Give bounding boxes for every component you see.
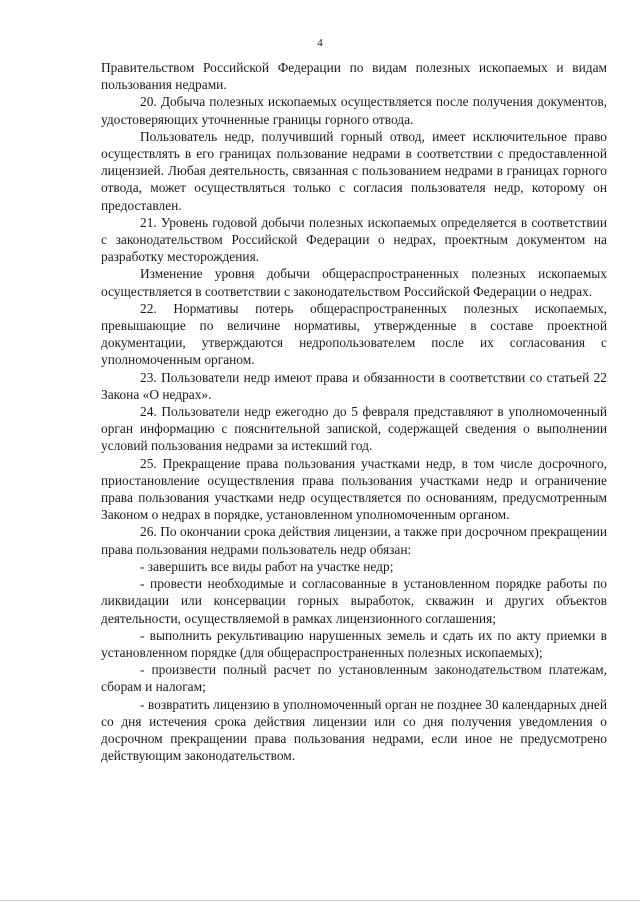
page-number: 4 [317,37,323,49]
list-item-land-reclamation: - выполнить рекультивацию нарушенных земель и сдать их по акту приемки в установленном порядке (для общераспространенных полезных ископаемых); [101,627,607,660]
paragraph-clause-20: 20. Добыча полезных ископаемых осуществляется после получения документов, удостоверяющих уточненные границы горного отвода. [101,94,607,127]
list-item-complete-works: - завершить все виды работ на участке недр; [140,558,394,574]
paragraph-continuation: Правительством Российской Федерации по видам полезных ископаемых и видам пользования недрами. [101,60,607,93]
document-body [101,59,607,764]
paragraph-clause-22: 22. Нормативы потерь общераспространенных полезных ископаемых, превышающие по величине нормативы, утвержденные в составе проектной документации, утверждаются недропользователем после их согласования с уполномоченным органом. [101,300,607,368]
paragraph-clause-21: 21. Уровень годовой добычи полезных ископаемых определяется в соответствии с законодательством Российской Федерации о недрах, проектным документом на разработку месторождения. [101,214,607,265]
paragraph-clause-24: 24. Пользователи недр ежегодно до 5 февраля представляют в уполномоченный орган информацию с пояснительной запиской, содержащей сведения о выполнении условий пользования недрами за истекший год. [101,404,607,454]
paragraph-clause-25: 25. Прекращение права пользования участками недр, в том числе досрочного, приостановление осуществления права пользования участками недр и ограничение права пользования участками недр осуществляется по основаниям, предусмотренным Законом о недрах в порядке, установленном уполномоченным органом. [101,455,607,523]
list-item-settle-payments: - произвести полный расчет по установленным законодательством платежам, сборам и налогам; [101,662,607,695]
paragraph-production-level-change: Изменение уровня добычи общераспространенных полезных ископаемых осуществляется в соответствии с законодательством Российской Федерации о недрах. [101,266,607,299]
list-item-return-license: - возвратить лицензию в уполномоченный орган не позднее 30 календарных дней со дня истечения срока действия лицензии или со дня получения уведомления о досрочном прекращении права пользования недрами, если иное не предусмотрено действующим законодательством. [101,696,607,764]
paragraph-clause-26: 26. По окончании срока действия лицензии, а также при досрочном прекращении права пользования недрами пользователь недр обязан: [101,524,607,557]
page-bottom-divider [0,900,640,901]
paragraph-mining-allotment-rights: Пользователь недр, получивший горный отвод, имеет исключительное право осуществлять в его границах пользование недрами в соответствии с предоставленной лицензией. Любая деятельность, связанная с пользованием недрами в границах горного отвода, может осуществляться только с согласия пользователя недр, которому он предоставлен. [101,128,607,213]
paragraph-clause-23: 23. Пользователи недр имеют права и обязанности в соответствии со статьей 22 Закона «О недрах». [101,369,607,402]
list-item-liquidation-works: - провести необходимые и согласованные в установленном порядке работы по ликвидации или консервации горных выработок, скважин и других объектов деятельности, осуществляемой в рамках лицензионного соглашения; [101,576,607,626]
